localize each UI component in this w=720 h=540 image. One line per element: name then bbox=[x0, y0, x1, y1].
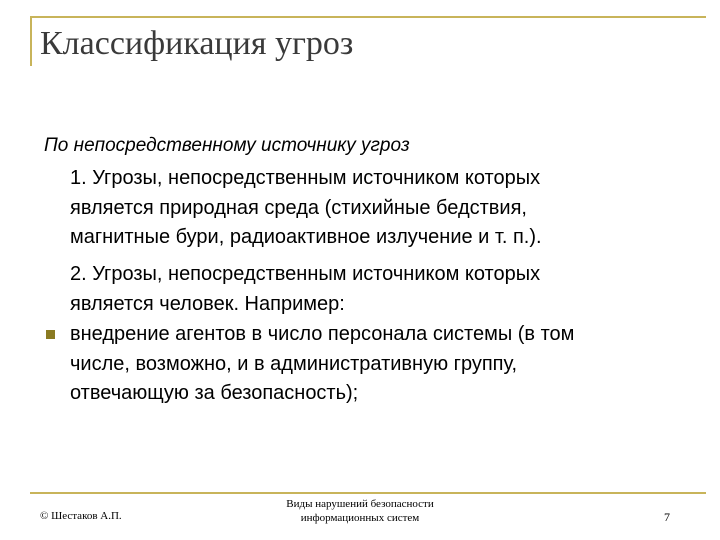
paragraph-line: 2. Угрозы, непосредственным источником которых bbox=[70, 263, 541, 285]
footer-topic-line: информационных систем bbox=[300, 512, 420, 524]
bullet-line: числе, возможно, и в административную группу, bbox=[70, 352, 518, 375]
bullet-line: отвечающую за безопасность); bbox=[70, 382, 359, 404]
paragraph-line: 1. Угрозы, непосредственным источником которых bbox=[70, 167, 541, 189]
slide-subtitle: По непосредственному источнику угроз bbox=[44, 135, 410, 156]
page-number: 7 bbox=[664, 510, 670, 524]
slide-title: Классификация угроз bbox=[40, 25, 354, 62]
bullet-square-icon bbox=[46, 330, 55, 339]
frame-left-line bbox=[30, 16, 32, 66]
bullet-item bbox=[70, 320, 574, 409]
paragraph-human-threats bbox=[70, 260, 540, 319]
paragraph-line: является человек. Например: bbox=[70, 292, 345, 315]
paragraph-natural-threats bbox=[70, 164, 542, 253]
bullet-line: внедрение агентов в число персонала системы (в том bbox=[70, 323, 575, 345]
paragraph-line: магнитные бури, радиоактивное излучение и т. п.). bbox=[70, 226, 542, 248]
footer-topic-line: Виды нарушений безопасности bbox=[286, 498, 434, 510]
frame-top-line bbox=[30, 16, 706, 18]
paragraph-line: является природная среда (стихийные бедствия, bbox=[70, 196, 527, 219]
footer-author: © Шестаков А.П. bbox=[40, 510, 122, 522]
frame-bottom-line bbox=[30, 492, 706, 494]
footer-topic bbox=[240, 497, 480, 525]
